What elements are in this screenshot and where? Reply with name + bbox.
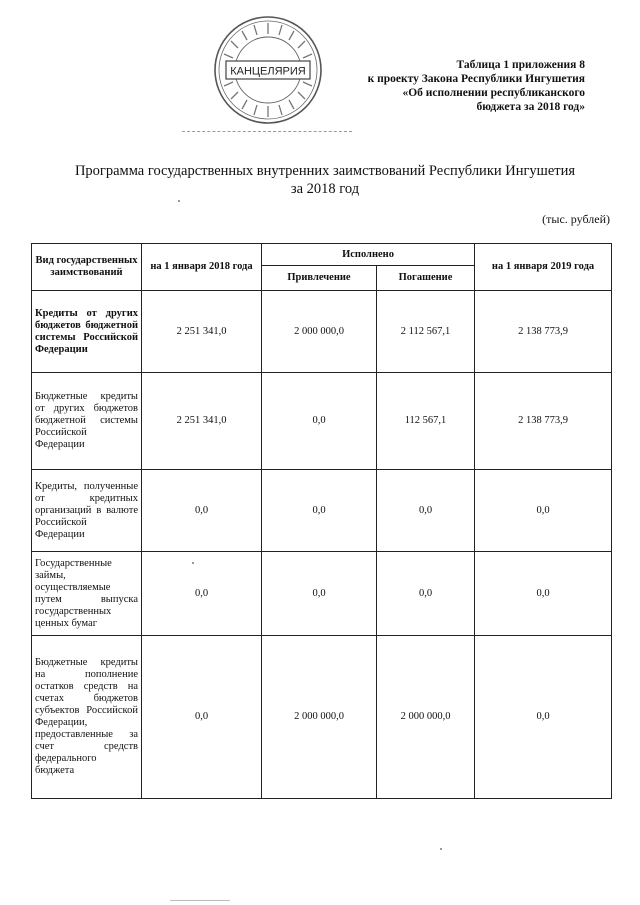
cell-attraction: 0,0 — [262, 552, 377, 636]
row-name: Кредиты от других бюджетов бюджетной системы Российской Федерации — [32, 291, 142, 373]
header-attraction: Привлечение — [262, 266, 377, 291]
scan-artifact-line — [170, 900, 230, 901]
header-line-1: Таблица 1 приложения 8 — [456, 59, 585, 71]
row-name: Государственные займы, осуществляемые путем выпуска государственных ценных бумаг — [32, 552, 142, 636]
cell-attraction: 2 000 000,0 — [262, 291, 377, 373]
header-end-2019: на 1 января 2019 года — [475, 244, 612, 291]
stamp-text: КАНЦЕЛЯРИЯ — [230, 65, 306, 78]
row-name: Бюджетные кредиты от других бюджетов бюджетной системы Российской Федерации — [32, 373, 142, 470]
cell-repayment: 0,0 — [377, 470, 475, 552]
row-name: Кредиты, полученные от кредитных организаций в валюте Российской Федерации — [32, 470, 142, 552]
cell-end: 0,0 — [475, 636, 612, 799]
cell-end: 0,0 — [475, 552, 612, 636]
cell-attraction: 2 000 000,0 — [262, 636, 377, 799]
cell-repayment: 112 567,1 — [377, 373, 475, 470]
header-executed: Исполнено — [262, 244, 475, 266]
table-row — [32, 552, 612, 636]
header-line-4: бюджета за 2018 год» — [476, 101, 585, 113]
cell-start: 0,0 — [142, 470, 262, 552]
cell-start: 0,0 — [142, 636, 262, 799]
cell-repayment: 0,0 — [377, 552, 475, 636]
cell-repayment: 2 112 567,1 — [377, 291, 475, 373]
scan-speck — [440, 848, 442, 850]
title-line-1: Программа государственных внутренних заимствований Республики Ингушетия — [74, 163, 576, 179]
cell-attraction: 0,0 — [262, 470, 377, 552]
title-line-2: за 2018 год — [290, 181, 360, 197]
cell-start: 0,0 — [142, 552, 262, 636]
borrowings-table — [31, 243, 612, 799]
cell-repayment: 2 000 000,0 — [377, 636, 475, 799]
table-row — [32, 291, 612, 373]
table-row — [32, 470, 612, 552]
cell-end: 0,0 — [475, 470, 612, 552]
header-borrowing-type: Вид государственных заимствований — [32, 244, 142, 291]
cell-start: 2 251 341,0 — [142, 291, 262, 373]
table-row — [32, 373, 612, 470]
scan-speck — [178, 200, 180, 202]
scan-speck — [192, 562, 194, 564]
document-title — [40, 162, 610, 198]
cell-end: 2 138 773,9 — [475, 373, 612, 470]
table-row — [32, 636, 612, 799]
cell-end: 2 138 773,9 — [475, 291, 612, 373]
header-line-3: «Об исполнении республиканского — [402, 87, 585, 99]
cell-start: 2 251 341,0 — [142, 373, 262, 470]
header-start-2018: на 1 января 2018 года — [142, 244, 262, 291]
header-repayment: Погашение — [377, 266, 475, 291]
cell-attraction: 0,0 — [262, 373, 377, 470]
units-label: (тыс. рублей) — [542, 212, 610, 226]
header-line-2: к проекту Закона Республики Ингушетия — [367, 73, 585, 85]
row-name: Бюджетные кредиты на пополнение остатков средств на счетах бюджетов субъектов Российской Федерации, предоставленные за счет средств федерального бюджета — [32, 636, 142, 799]
appendix-header — [285, 58, 585, 114]
stamp-underline — [182, 131, 352, 132]
